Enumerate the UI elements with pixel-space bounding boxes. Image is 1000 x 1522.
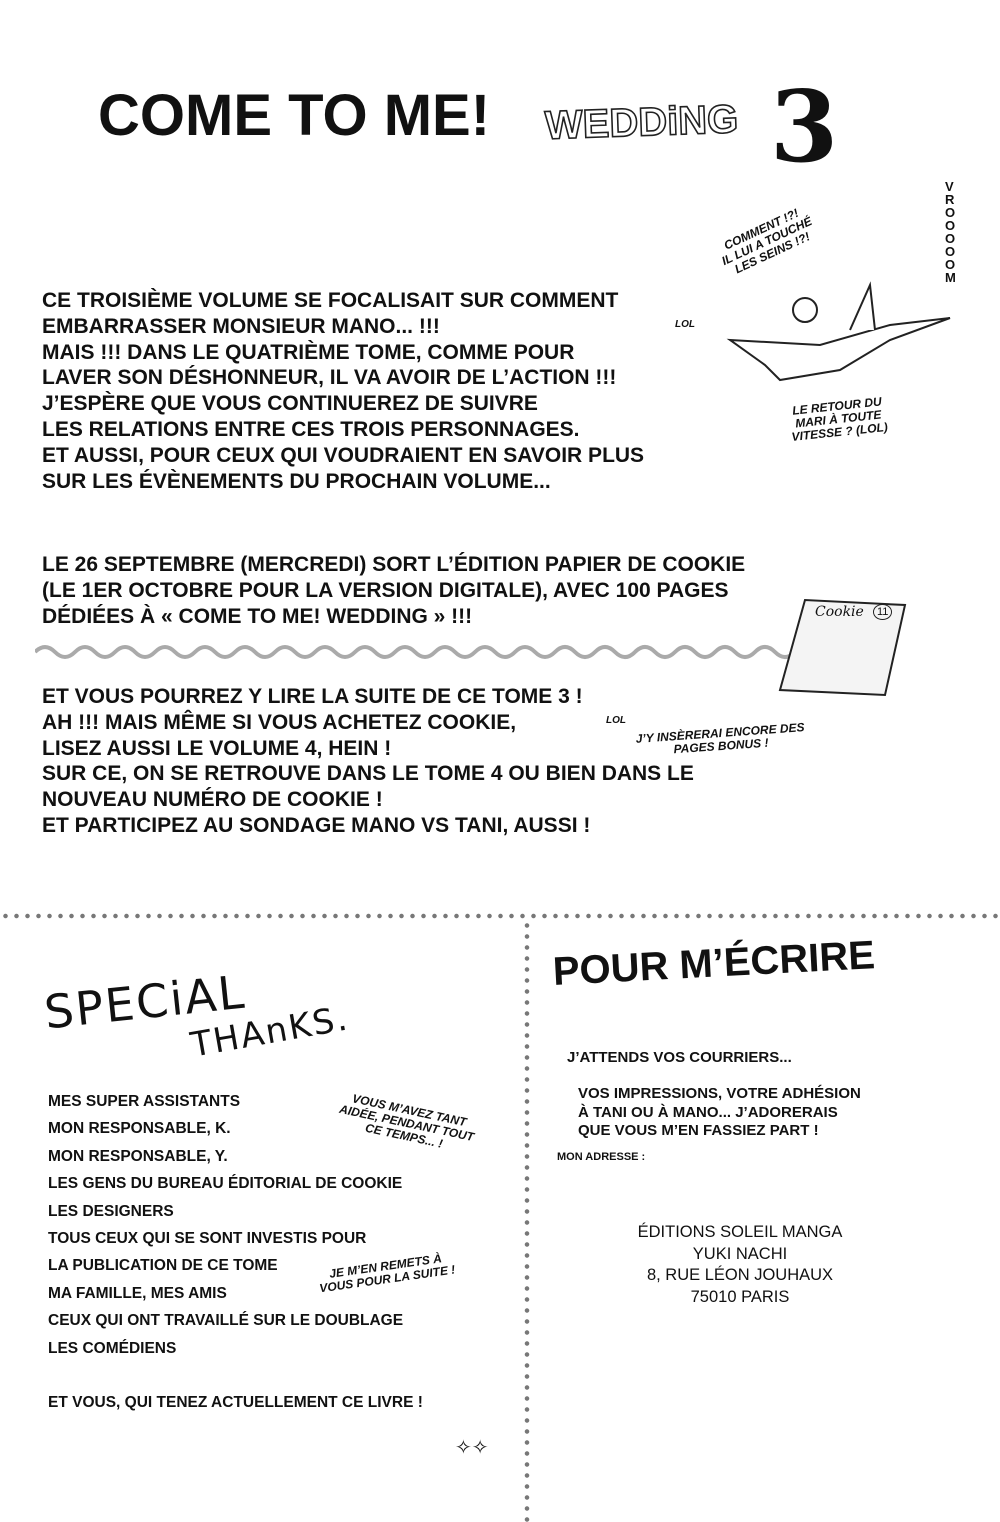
list-item: LA PUBLICATION DE CE TOME: [48, 1257, 278, 1275]
text-line: NOUVEAU NUMÉRO DE COOKIE !: [42, 788, 383, 812]
text-line: LE 26 SEPTEMBRE (MERCREDI) SORT L’ÉDITION PAPIER DE COOKIE: [42, 553, 746, 576]
contact-title: POUR M’ÉCRIRE: [551, 933, 876, 994]
text-line: ET AUSSI, POUR CEUX QUI VOUDRAIENT EN SAVOIR PLUS: [42, 443, 645, 467]
text-line: ET PARTICIPEZ AU SONDAGE MANO VS TANI, AUSSI !: [42, 813, 591, 837]
list-item: ET VOUS, QUI TENEZ ACTUELLEMENT CE LIVRE !: [48, 1394, 423, 1412]
thanks-note: VOUS M’AVEZ TANT AIDÉE, PENDANT TOUT CE TEMPS... !: [338, 1091, 476, 1151]
list-spacer: [48, 1362, 423, 1389]
announcement-text: [42, 552, 745, 629]
text-line: ET VOUS POURREZ Y LIRE LA SUITE DE CE TOME 3 !: [42, 685, 583, 708]
text-line: EMBARRASSER MONSIEUR MANO... !!!: [42, 314, 440, 338]
magazine-label: Cookie: [815, 604, 864, 620]
text-line: AH !!! MAIS MÊME SI VOUS ACHETEZ COOKIE,: [42, 710, 517, 734]
followup-text: [42, 684, 694, 839]
airplane-illustration: [720, 270, 960, 400]
address-label: MON ADRESSE :: [557, 1151, 646, 1163]
list-item: LES GENS DU BUREAU ÉDITORIAL DE COOKIE: [48, 1175, 403, 1193]
volume-number: 3: [770, 70, 839, 185]
text-line: CE TROISIÈME VOLUME SE FOCALISAIT SUR COMMENT: [42, 289, 619, 312]
thanks-note-2: JE M’EN REMETS À VOUS POUR LA SUITE !: [318, 1251, 457, 1296]
magazine-issue: 11: [873, 604, 892, 620]
address-line: ÉDITIONS SOLEIL MANGA: [637, 1223, 843, 1241]
text-line: LISEZ AUSSI LE VOLUME 4, HEIN !: [42, 736, 392, 760]
sparkle-icon: ✧✧: [455, 1437, 489, 1459]
lol-note: LOL: [675, 319, 695, 330]
contact-message: VOS IMPRESSIONS, VOTRE ADHÉSION À TANI OU À MANO... J’ADORERAIS QUE VOUS M’EN FASSIEZ PART !: [578, 1085, 861, 1139]
address-line: YUKI NACHI: [692, 1244, 788, 1263]
intro-text: [42, 288, 644, 494]
text-line: DÉDIÉES À « COME TO ME! WEDDING » !!!: [42, 604, 473, 628]
bonus-pages-note: J’Y INSÈRERAI ENCORE DES PAGES BONUS !: [635, 720, 805, 757]
dotted-divider-vertical: [523, 920, 531, 1522]
plane-caption: LE RETOUR DU MARI À TOUTE VITESSE ? (LOL): [790, 394, 889, 444]
list-item: LES DESIGNERS: [48, 1202, 174, 1220]
manga-subtitle: WEDDiNG: [544, 97, 739, 148]
plane-speech-bubble: COMMENT !?! IL LUI A TOUCHÉ LES SEINS !?!: [719, 205, 815, 277]
special-thanks-title-2: THAnKS.: [187, 998, 353, 1066]
list-item: CEUX QUI ONT TRAVAILLÉ SUR LE DOUBLAGE: [48, 1312, 404, 1330]
list-item: MON RESPONSABLE, K.: [48, 1120, 231, 1138]
list-item: MES SUPER ASSISTANTS: [48, 1093, 241, 1110]
address-line: 8, RUE LÉON JOUHAUX: [646, 1266, 834, 1284]
special-thanks-title: SPECiAL: [41, 964, 249, 1040]
list-item: TOUS CEUX QUI SE SONT INVESTIS POUR: [48, 1230, 367, 1248]
lol-note: LOL: [606, 715, 626, 726]
text-line: J’ESPÈRE QUE VOUS CONTINUEREZ DE SUIVRE: [42, 392, 538, 416]
text-line: SUR CE, ON SE RETROUVE DANS LE TOME 4 OU BIEN DANS LE: [42, 762, 694, 786]
thanks-list: [48, 1088, 423, 1417]
postal-address: [560, 1222, 920, 1308]
address-line: 75010 PARIS: [690, 1287, 790, 1306]
wavy-divider: [35, 642, 795, 662]
text-line: MAIS !!! DANS LE QUATRIÈME TOME, COMME POUR: [42, 340, 575, 364]
text-line: SUR LES ÉVÈNEMENTS DU PROCHAIN VOLUME...: [42, 469, 551, 493]
text-line: LAVER SON DÉSHONNEUR, IL VA AVOIR DE L’ACTION !!!: [42, 366, 617, 390]
vroom-sfx: VROOOOOM: [945, 179, 956, 285]
manga-title: COME TO ME!: [98, 83, 491, 148]
text-line: (LE 1ER OCTOBRE POUR LA VERSION DIGITALE), AVEC 100 PAGES: [42, 578, 729, 602]
cookie-magazine-illustration: [775, 590, 910, 700]
dotted-divider-horizontal: [0, 912, 1000, 920]
text-line: LES RELATIONS ENTRE CES TROIS PERSONNAGES.: [42, 417, 580, 441]
waiting-text: J’ATTENDS VOS COURRIERS...: [567, 1049, 792, 1066]
list-item: MON RESPONSABLE, Y.: [48, 1147, 228, 1165]
list-item: LES COMÉDIENS: [48, 1339, 177, 1357]
list-item: MA FAMILLE, MES AMIS: [48, 1284, 227, 1302]
